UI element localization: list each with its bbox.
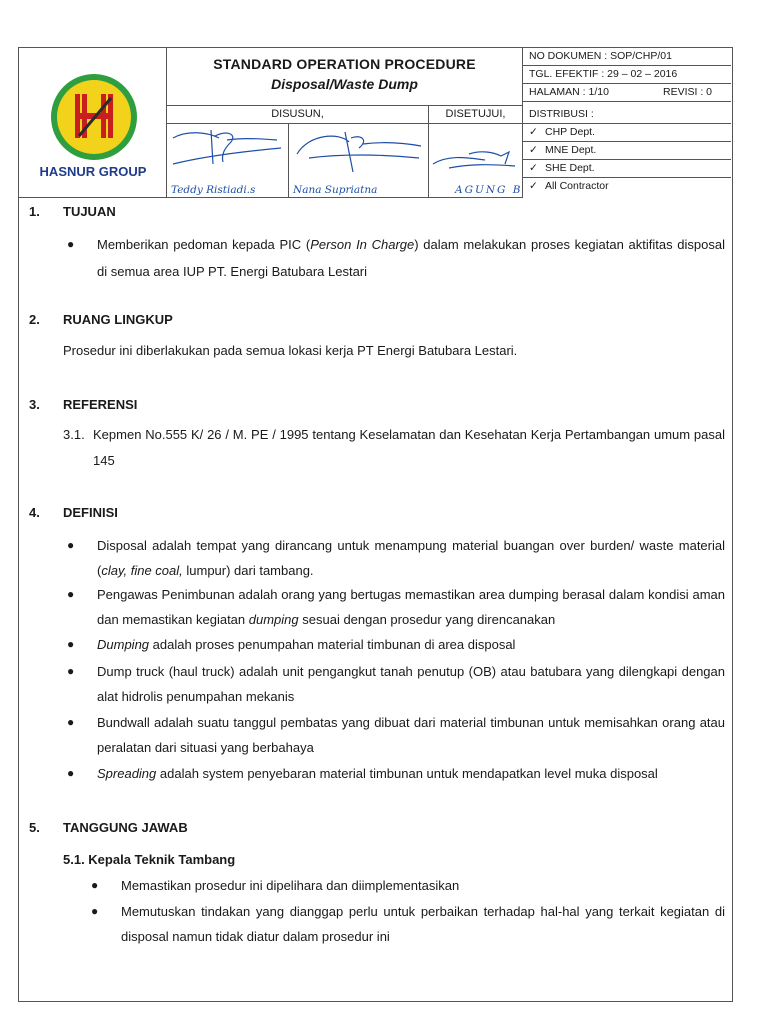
section-heading: 1. TUJUAN xyxy=(29,204,116,219)
bullet-icon: ● xyxy=(67,237,75,251)
signature-box-3 xyxy=(429,124,523,198)
distribution-item: ✓ SHE Dept. xyxy=(523,160,731,178)
company-name: HASNUR GROUP xyxy=(39,164,147,179)
bullet-icon: ● xyxy=(67,538,75,552)
distribution-item: ✓ All Contractor xyxy=(523,178,731,196)
list-item: ● Dumping adalah proses penumpahan material timbunan di area disposal xyxy=(97,632,725,657)
document-page xyxy=(18,47,733,1002)
bullet-icon: ● xyxy=(67,637,75,651)
list-item: ● Memberikan pedoman kepada PIC (Person In Charge) dalam melakukan proses kegiatan aktifitas disposal di semua area IUP PT. Energi Batubara Lestari xyxy=(97,231,725,285)
list-item: ● Bundwall adalah suatu tanggul pembatas yang dibuat dari material timbunan untuk memisahkan orang atau peralatan dari situasi yang berbahaya xyxy=(97,710,725,760)
document-subtitle: Disposal/Waste Dump xyxy=(271,76,418,92)
subsection-heading: 5.1. Kepala Teknik Tambang xyxy=(63,852,236,867)
prepared-label: DISUSUN, xyxy=(167,106,429,124)
document-header xyxy=(19,48,731,198)
distribution-label: DISTRIBUSI : xyxy=(523,106,731,124)
section-heading: 5. TANGGUNG JAWAB xyxy=(29,820,188,835)
check-icon: ✓ xyxy=(529,180,538,192)
list-item: ● Memastikan prosedur ini dipelihara dan diimplementasikan xyxy=(121,873,725,898)
bullet-icon: ● xyxy=(91,904,99,918)
effective-date: TGL. EFEKTIF : 29 – 02 – 2016 xyxy=(523,66,731,84)
signer-1-name: Teddy Ristiadi.s xyxy=(171,184,256,196)
title-cell xyxy=(167,48,523,106)
reference-item: 3.1. Kepmen No.555 K/ 26 / M. PE / 1995 tentang Keselamatan dan Kesehatan Kerja Pertambangan umum pasal 145 xyxy=(63,427,725,468)
signature-1-icon xyxy=(167,124,289,184)
approved-label: DISETUJUI, xyxy=(429,106,523,124)
check-icon: ✓ xyxy=(529,162,538,174)
revision: REVISI : 0 xyxy=(663,86,713,98)
signature-2-icon xyxy=(289,124,429,184)
page-number: HALAMAN : 1/10 xyxy=(529,86,609,98)
section-heading: 4. DEFINISI xyxy=(29,505,118,520)
logo-cell xyxy=(19,48,167,198)
list-item: ● Disposal adalah tempat yang dirancang untuk menampung material buangan over burden/ waste material (clay, fine coal, lumpur) dari tambang. xyxy=(97,533,725,583)
signer-2-name: Nana Supriatna xyxy=(293,184,378,196)
page-revision-row xyxy=(523,84,731,102)
section-heading: 2. RUANG LINGKUP xyxy=(29,312,173,327)
list-item: ● Pengawas Penimbunan adalah orang yang bertugas memastikan area dumping berasal dalam kondisi aman dan memastikan kegiatan dumping sesuai dengan prosedur yang direncanakan xyxy=(97,582,725,632)
signature-box-2 xyxy=(289,124,429,198)
list-item: ● Dump truck (haul truck) adalah unit pengangkut tanah penutup (OB) atau batubara yang dilengkapi dengan alat hidrolis penumpahan mekanis xyxy=(97,659,725,709)
bullet-icon: ● xyxy=(67,715,75,729)
doc-number: NO DOKUMEN : SOP/CHP/01 xyxy=(523,48,731,66)
distribution-item: ✓ CHP Dept. xyxy=(523,124,731,142)
bullet-icon: ● xyxy=(67,766,75,780)
check-icon: ✓ xyxy=(529,144,538,156)
bullet-icon: ● xyxy=(67,587,75,601)
distribution-item: ✓ MNE Dept. xyxy=(523,142,731,160)
scope-text: Prosedur ini diberlakukan pada semua lokasi kerja PT Energi Batubara Lestari. xyxy=(63,343,518,358)
list-item: ● Memutuskan tindakan yang dianggap perlu untuk perbaikan terhadap hal-hal yang terkait kegiatan di disposal namun tidak diatur dalam prosedur ini xyxy=(121,899,725,949)
list-item: ● Spreading adalah system penyebaran material timbunan untuk mendapatkan level muka disposal xyxy=(97,761,725,786)
signature-box-1 xyxy=(167,124,289,198)
hasnur-logo-icon xyxy=(49,72,139,162)
bullet-icon: ● xyxy=(91,878,99,892)
signature-3-icon xyxy=(429,124,523,184)
section-heading: 3. REFERENSI xyxy=(29,397,138,412)
bullet-icon: ● xyxy=(67,664,75,678)
document-title: STANDARD OPERATION PROCEDURE xyxy=(213,56,476,72)
check-icon: ✓ xyxy=(529,126,538,138)
signer-3-name: AGUNG B xyxy=(455,184,523,196)
